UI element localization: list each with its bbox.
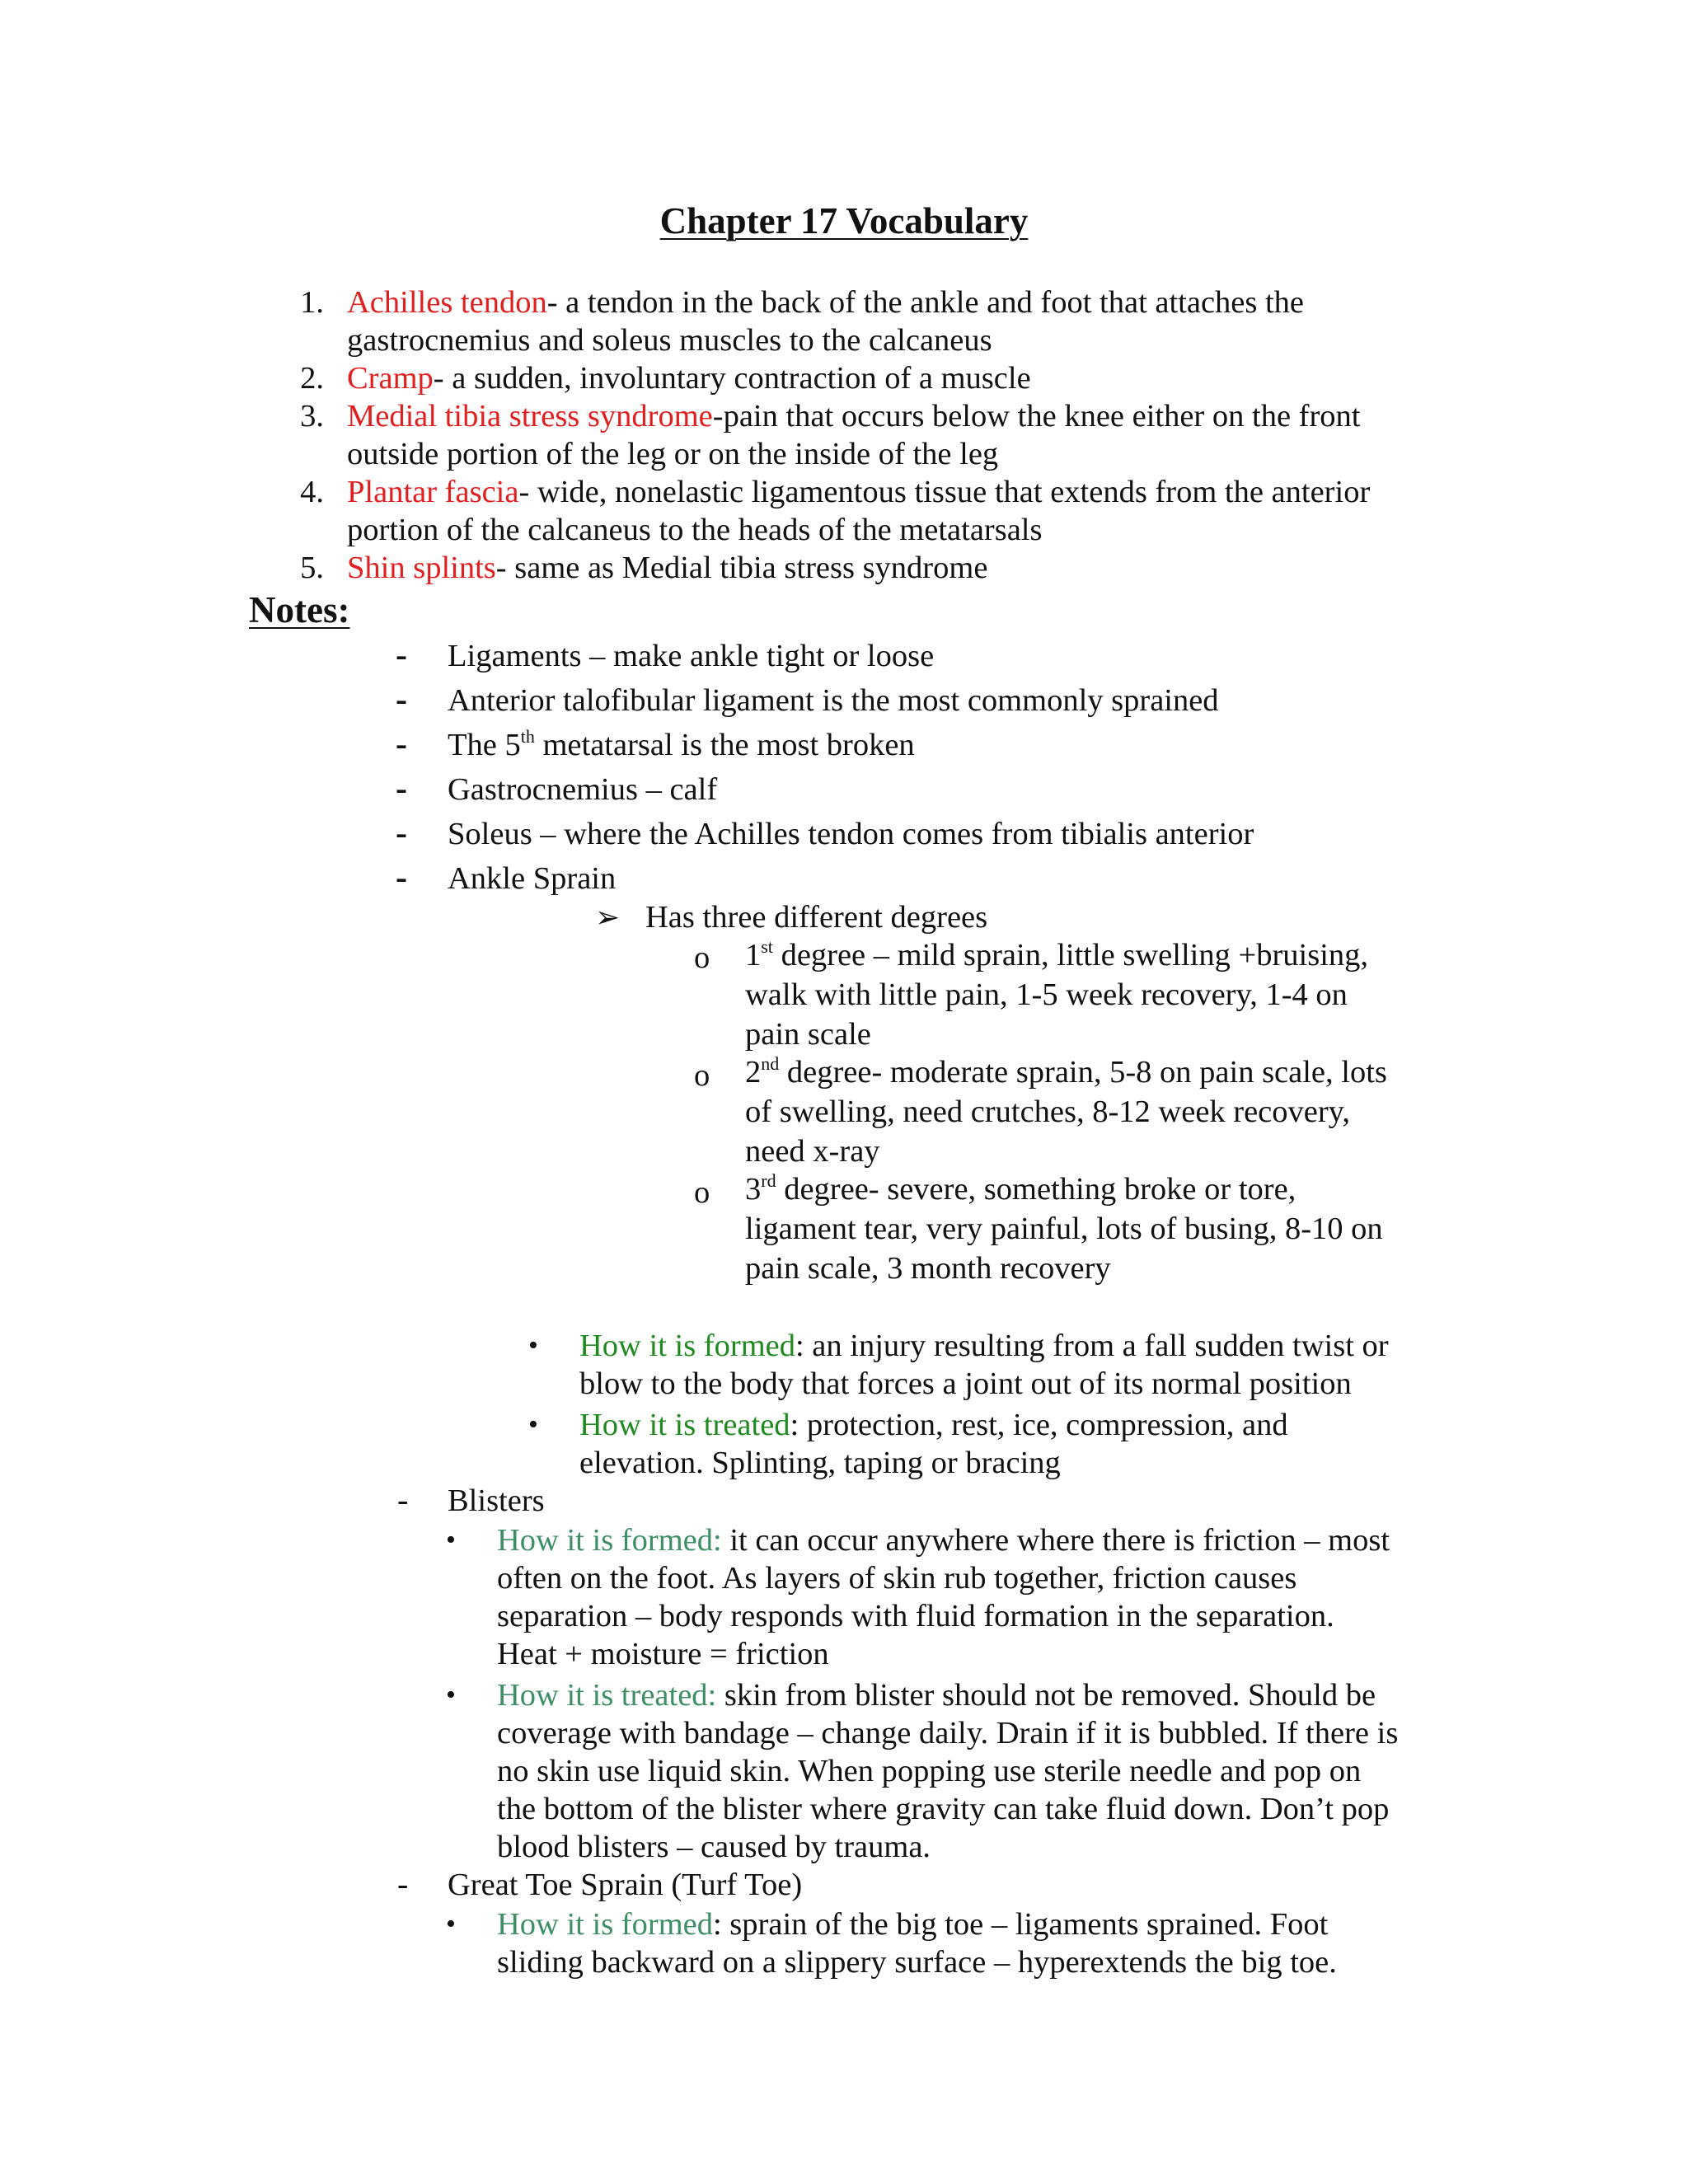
vocab-term: Cramp [347, 361, 434, 396]
bullet-text: : protection, rest, ice, compression, and [790, 1408, 1288, 1442]
turf-toe-formed-item [497, 1909, 1328, 1941]
bullet-dot: • [528, 1409, 538, 1440]
bullet-text-cont: no skin use liquid skin. When popping use sterile needle and pop on [497, 1754, 1362, 1788]
dash-bullet: - [397, 1865, 409, 1902]
vocab-term: Medial tibia stress syndrome [347, 399, 713, 434]
vocab-definition-cont: gastrocnemius and soleus muscles to the calcaneus [347, 323, 992, 358]
degree-item [745, 936, 1369, 972]
page-title: Chapter 17 Vocabulary [659, 200, 1029, 241]
vocab-definition-cont: portion of the calcaneus to the heads of the metatarsals [347, 513, 1043, 547]
blisters-treated-item [497, 1680, 1376, 1712]
vocab-item-shin-splints [347, 552, 987, 584]
circle-bullet: o [694, 940, 710, 975]
vocab-definition-cont: outside portion of the leg or on the inside of the leg [347, 437, 999, 471]
bullet-text-cont: separation – body responds with fluid formation in the separation. [497, 1599, 1334, 1633]
dash-bullet: - [396, 725, 407, 763]
vocab-definition: -pain that occurs below the knee either on the front [712, 399, 1361, 434]
bullet-text-cont: blow to the body that forces a joint out of its normal position [579, 1366, 1352, 1401]
degree-text: degree – mild sprain, little swelling +bruising, [772, 938, 1369, 972]
note-item: Soleus – where the Achilles tendon comes from tibialis anterior [448, 817, 1254, 851]
bullet-text-cont: sliding backward on a slippery surface – hyperextends the big toe. [497, 1945, 1337, 1980]
vocab-term: Plantar fascia [347, 475, 519, 509]
superscript: st [761, 936, 773, 957]
ankle-formed-item [579, 1330, 1389, 1362]
degree-item [745, 1170, 1296, 1207]
degree-text-cont: of swelling, need crutches, 8-12 week recovery, [745, 1094, 1351, 1129]
bullet-text-cont: Heat + moisture = friction [497, 1637, 829, 1671]
arrow-bullet-icon: ➢ [595, 901, 621, 934]
vocab-definition: - same as Medial tibia stress syndrome [495, 551, 988, 585]
sub-item: Has three different degrees [645, 900, 988, 935]
bullet-text: skin from blister should not be removed. Should be [716, 1678, 1376, 1713]
vocab-item-cramp [347, 363, 1031, 395]
blisters-title: Blisters [448, 1483, 545, 1518]
dash-bullet: - [396, 770, 407, 808]
label-how-formed: How it is formed [497, 1907, 713, 1942]
degree-text-cont: pain scale, 3 month recovery [745, 1251, 1111, 1286]
degree-text-cont: need x-ray [745, 1134, 880, 1169]
degree-text-cont: ligament tear, very painful, lots of busing, 8-10 on [745, 1212, 1383, 1246]
vocab-definition: - a tendon in the back of the ankle and foot that attaches the [546, 285, 1305, 320]
vocab-number: 3. [300, 399, 324, 434]
dash-bullet: - [396, 814, 407, 852]
vocab-number: 2. [300, 361, 324, 396]
note-text: metatarsal is the most broken [534, 728, 915, 762]
label-how-formed: How it is formed [579, 1329, 795, 1363]
bullet-text: : an injury resulting from a fall sudden twist or [795, 1329, 1389, 1363]
degree-item [745, 1053, 1387, 1090]
label-how-treated: How it is treated: [497, 1678, 717, 1713]
note-item [448, 726, 915, 762]
dash-bullet: - [396, 636, 407, 674]
label-how-treated: How it is treated [579, 1408, 790, 1442]
vocab-number: 5. [300, 551, 324, 585]
bullet-dot: • [446, 1909, 456, 1939]
bullet-dot: • [528, 1330, 538, 1361]
degree-number: 1 [745, 938, 762, 972]
bullet-text: it can occur anywhere where there is friction – most [721, 1523, 1390, 1558]
vocab-definition: - a sudden, involuntary contraction of a muscle [433, 361, 1031, 396]
bullet-dot: • [446, 1680, 456, 1710]
degree-number: 2 [745, 1055, 762, 1090]
vocab-item-plantar-fascia [347, 476, 1370, 509]
dash-bullet: - [396, 859, 407, 897]
note-item: Ligaments – make ankle tight or loose [448, 639, 935, 673]
degree-text: degree- severe, something broke or tore, [776, 1172, 1296, 1207]
superscript: nd [761, 1053, 780, 1074]
vocab-number: 1. [300, 285, 324, 320]
note-item: Gastrocnemius – calf [448, 772, 718, 807]
note-item: Anterior talofibular ligament is the most commonly sprained [448, 683, 1219, 718]
bullet-dot: • [446, 1525, 456, 1555]
ankle-treated-item [579, 1409, 1288, 1441]
note-item: Ankle Sprain [448, 861, 617, 896]
circle-bullet: o [694, 1175, 710, 1210]
blisters-formed-item [497, 1525, 1390, 1557]
notes-heading: Notes: [249, 589, 350, 630]
vocab-term: Shin splints [347, 551, 496, 585]
degree-text-cont: walk with little pain, 1-5 week recovery, 1-4 on [745, 977, 1348, 1012]
turf-toe-title: Great Toe Sprain (Turf Toe) [448, 1868, 803, 1902]
bullet-text-cont: elevation. Splinting, taping or bracing [579, 1446, 1061, 1480]
degree-text: degree- moderate sprain, 5-8 on pain scale, lots [779, 1055, 1387, 1090]
vocab-item-achilles [347, 287, 1304, 319]
note-text: The 5 [448, 728, 521, 762]
bullet-text-cont: the bottom of the blister where gravity can take fluid down. Don’t pop [497, 1792, 1390, 1826]
vocab-definition: - wide, nonelastic ligamentous tissue that extends from the anterior [518, 475, 1371, 509]
bullet-text-cont: often on the foot. As layers of skin rub together, friction causes [497, 1561, 1297, 1596]
degree-number: 3 [745, 1172, 762, 1207]
circle-bullet: o [694, 1058, 710, 1093]
vocab-item-medial-tibia [347, 401, 1361, 433]
bullet-text: : sprain of the big toe – ligaments sprained. Foot [712, 1907, 1329, 1942]
vocab-term: Achilles tendon [347, 285, 547, 320]
bullet-text-cont: coverage with bandage – change daily. Drain if it is bubbled. If there is [497, 1716, 1399, 1750]
degree-text-cont: pain scale [745, 1017, 871, 1052]
vocab-number: 4. [300, 475, 324, 509]
label-how-formed: How it is formed: [497, 1523, 722, 1558]
superscript: th [520, 726, 535, 747]
bullet-text-cont: blood blisters – caused by trauma. [497, 1830, 931, 1864]
dash-bullet: - [396, 681, 407, 719]
superscript: rd [761, 1170, 776, 1191]
dash-bullet: - [397, 1481, 409, 1518]
